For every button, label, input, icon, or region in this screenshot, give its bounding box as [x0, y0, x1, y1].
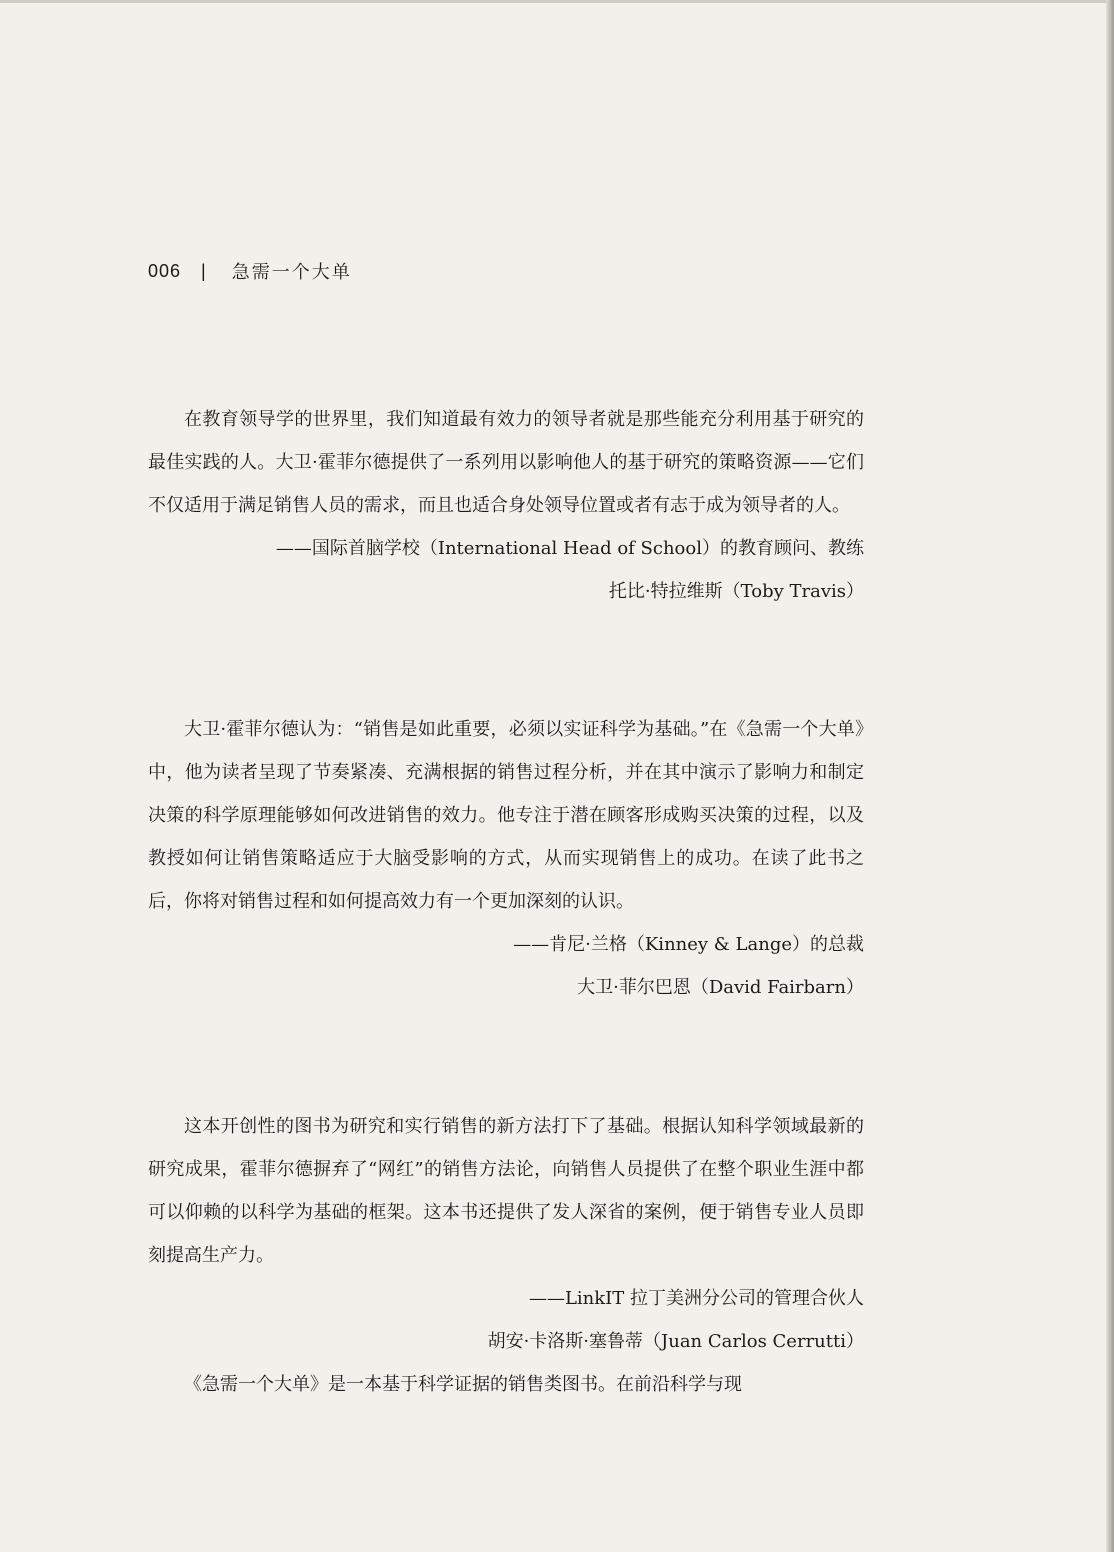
running-header — [148, 258, 352, 284]
running-title: 急需一个大单 — [231, 262, 352, 283]
endorsement-attribution-name: 大卫·菲尔巴恩（David Fairbarn） — [577, 977, 864, 998]
scan-right-edge — [1106, 0, 1114, 1552]
continuation-paragraph: 《急需一个大单》是一本基于科学证据的销售类图书。在前沿科学与现 — [184, 1374, 742, 1395]
endorsement-2 — [148, 708, 864, 1009]
endorsement-paragraph: 大卫·霍菲尔德认为：“销售是如此重要，必须以实证科学为基础。”在《急需一个大单》中，他为读者呈现了节奏紧凑、充满根据的销售过程分析，并在其中演示了影响力和制定决策的科学原理能够如何改进销售的效力。他专注于潜在顾客形成购买决策的过程，以及教授如何让销售策略适应于大脑受影响的方式，从而实现销售上的成功。在读了此书之后，你将对销售过程和如何提高效力有一个更加深刻的认识。 — [148, 719, 864, 912]
endorsement-attribution-name: 胡安·卡洛斯·塞鲁蒂（Juan Carlos Cerrutti） — [487, 1331, 864, 1352]
endorsement-paragraph: 这本开创性的图书为研究和实行销售的新方法打下了基础。根据认知科学领域最新的研究成果，霍菲尔德摒弃了“网红”的销售方法论，向销售人员提供了在整个职业生涯中都可以仰赖的以科学为基础的框架。这本书还提供了发人深省的案例，便于销售专业人员即刻提高生产力。 — [148, 1116, 864, 1266]
endorsement-3 — [148, 1105, 864, 1406]
endorsement-1 — [148, 398, 864, 613]
endorsement-attribution-role: ——LinkIT 拉丁美洲分公司的管理合伙人 — [528, 1288, 864, 1309]
endorsement-attribution-role: ——肯尼·兰格（Kinney & Lange）的总裁 — [513, 934, 864, 955]
header-separator: | — [201, 260, 206, 281]
scan-top-edge — [0, 0, 1114, 3]
endorsement-paragraph: 在教育领导学的世界里，我们知道最有效力的领导者就是那些能充分利用基于研究的最佳实践的人。大卫·霍菲尔德提供了一系列用以影响他人的基于研究的策略资源——它们不仅适用于满足销售人员的需求，而且也适合身处领导位置或者有志于成为领导者的人。 — [148, 409, 864, 516]
endorsement-attribution-name: 托比·特拉维斯（Toby Travis） — [608, 581, 864, 602]
page-number: 006 — [148, 260, 182, 281]
endorsement-attribution-role: ——国际首脑学校（International Head of School）的教育顾问、教练 — [275, 538, 864, 559]
